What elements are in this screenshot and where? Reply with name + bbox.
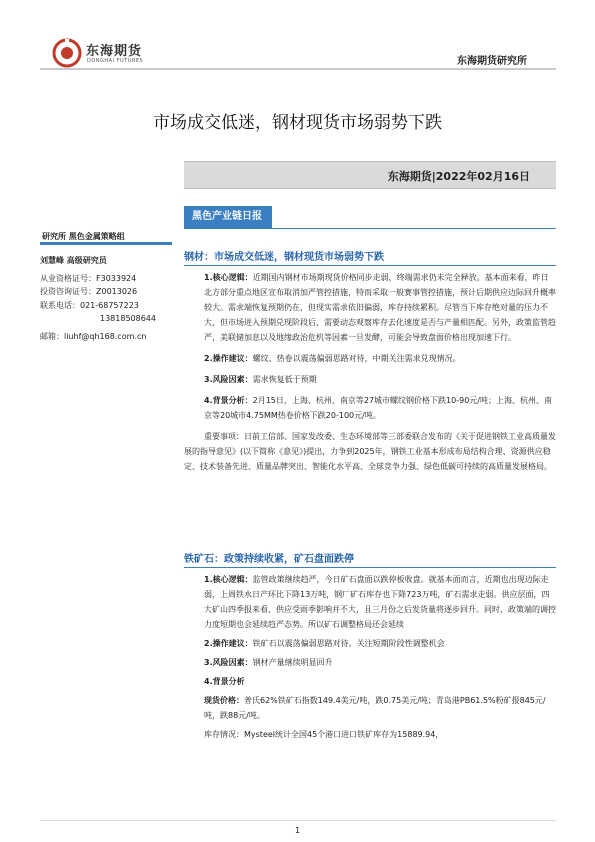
footer-divider <box>40 820 556 821</box>
analyst-name: 刘慧峰 高级研究员 <box>40 256 107 265</box>
steel-section <box>184 250 556 474</box>
steel-important-note: 重要事项：日前工信部、国家发改委、生态环境部等三部委联合发布的《关于促进钢铁工业高质量发展的指导意见》(以下简称《意见》)提出，力争到2025年，钢铁工业基本形成布局结构合理、资源供应稳定、技术装备先进、质量品牌突出、智能化水平高、全球竞争力强、绿色低碳可持续的高质量发展格局。 <box>184 432 556 471</box>
category-divider <box>184 228 556 229</box>
point-label: 4.背景分析 <box>204 677 245 686</box>
page-number: 1 <box>294 826 301 835</box>
logo-text-en: DONGHAI FUTURES <box>87 58 144 64</box>
row-value: 021-68757223 <box>80 300 139 310</box>
row-value: F3033924 <box>96 273 137 283</box>
row-value: liuhf@qh168.com.cn <box>64 331 147 341</box>
ore-background <box>184 674 556 689</box>
point-label: 4.背景分析： <box>204 396 253 405</box>
point-text: 铁矿石以震荡偏弱思路对待。关注短期阶段性调整机会 <box>252 639 445 648</box>
point-text: 2月15日，上海、杭州、南京等27城市螺纹钢价格下跌10-90元/吨；上海、杭州、南京等20城市4.75MM热卷价格下跌20-100元/吨。 <box>204 396 552 420</box>
header-divider <box>40 68 556 70</box>
point-label: 1.核心逻辑： <box>204 575 253 584</box>
section-divider <box>184 567 556 568</box>
steel-core-logic <box>184 270 556 345</box>
ore-core-logic <box>184 572 556 632</box>
ore-section <box>184 552 556 742</box>
analyst-row <box>40 312 172 326</box>
row-value: 13818508644 <box>100 314 156 323</box>
analyst-email[interactable] <box>40 330 172 344</box>
header-institute: 东海期货研究所 <box>457 56 527 67</box>
ore-heading: 铁矿石：政策持续收紧，矿石盘面跌停 <box>184 554 354 565</box>
point-label: 2.操作建议： <box>204 354 253 363</box>
report-title: 市场成交低迷，钢材现货市场弱势下跌 <box>153 113 442 133</box>
date-bar <box>184 161 556 189</box>
point-text: 普氏62%铁矿石指数149.4美元/吨，跌0.75美元/吨；青岛港PB61.5%粉矿报845元/吨，跌88元/吨。 <box>204 696 546 720</box>
point-text: 螺纹、热卷以震荡偏弱思路对待，中期关注需求兑现情况。 <box>252 354 461 363</box>
analyst-row <box>40 299 172 313</box>
ore-inventory: 库存情况：Mysteel统计全国45个港口进口铁矿库存为15889.94， <box>204 730 444 739</box>
analyst-divider <box>40 242 172 245</box>
point-label: 现货价格： <box>204 696 244 705</box>
point-label: 3.风险因素： <box>204 375 253 384</box>
steel-background <box>184 393 556 423</box>
point-label: 1.核心逻辑： <box>204 273 253 282</box>
logo-text-cn: 东海期货 <box>86 44 143 59</box>
point-text: 钢材产量继续明显回升 <box>252 658 333 667</box>
ore-risk <box>184 655 556 670</box>
row-label: 从业资格证号： <box>40 273 96 283</box>
logo-mark-icon <box>52 38 82 68</box>
row-label: 联系电话： <box>40 300 80 310</box>
department-label: 研究所 黑色金属策略组 <box>42 232 125 241</box>
section-divider <box>184 265 556 266</box>
ore-suggestion <box>184 636 556 651</box>
point-label: 3.风险因素： <box>204 658 253 667</box>
row-label: 投资咨询证号： <box>40 287 96 296</box>
point-label: 2.操作建议： <box>204 639 253 648</box>
report-category-label: 黑色产业链日报 <box>184 206 272 228</box>
steel-risk <box>184 372 556 387</box>
row-value: Z0013026 <box>96 287 138 296</box>
ore-spot-price <box>184 693 556 723</box>
row-label: 邮箱： <box>40 331 64 341</box>
point-text: 近期国内钢材市场期现货价格同步走弱，终端需求仍未完全释放。基本面来看，昨日北方部分重点地区宣布取消加严管控措施，特而采取一般赛事管控措施，预计后期供应边际回升概率较大。需求端恢复预期仍在，但现实需求依旧偏弱，库存持续累积。尽管当下库存绝对量的压力不大，但市场进入预期兑现阶段后，需要动态观察库存去化速度是否与产量相匹配。另外，政策监管趋严，美联储加息以及地缘政治危机等因素一旦发酵，可能会导致盘面价格出现加速下行。 <box>204 273 556 342</box>
steel-suggestion <box>184 351 556 366</box>
point-text: 需求恢复低于预期 <box>252 375 317 384</box>
point-text: 监管政策继续趋严，今日矿石盘面以跌停板收盘。就基本面而言，近期也出现边际走弱，上周铁水日产环比下降13万吨，钢厂矿石库存也下降723万吨，矿石需求走弱。供应层面，四大矿山四季报来看，供应受雨季影响并不大，且三月份之后发货量将逐步回升。同时，政策端的调控力度短期也会延续趋严态势。所以矿石调整格局还会延续 <box>204 575 556 629</box>
analyst-row <box>40 285 172 299</box>
steel-heading: 钢材：市场成交低迷，钢材现货市场弱势下跌 <box>184 252 384 263</box>
report-date: 东海期货|2022年02月16日 <box>387 170 530 183</box>
analyst-info <box>40 254 172 343</box>
analyst-row <box>40 272 172 286</box>
